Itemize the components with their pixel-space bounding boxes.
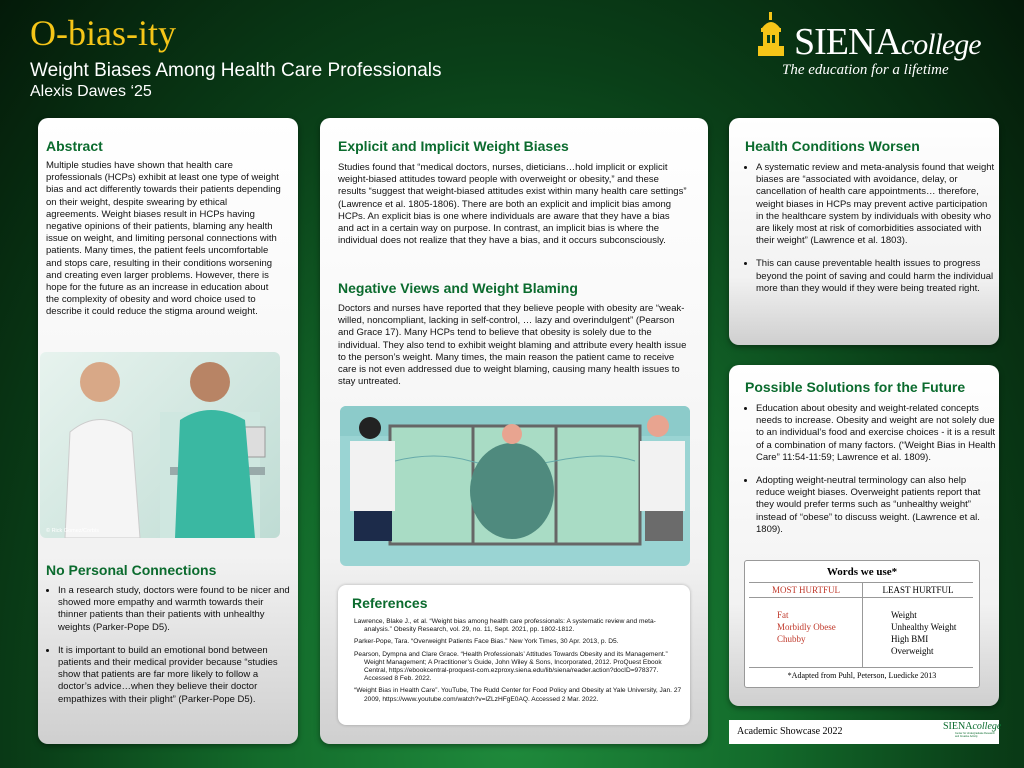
logo-tagline: The education for a lifetime — [782, 62, 949, 78]
negative-body: Doctors and nurses have reported that they believe people with obesity are “weak-willed, noncompliant, lacking in self-control, … lazy and overindulgent” (Pearson and Grace 17). Many HCPs tend to believe that obesity is solely due to the individual. They also tend to exhibit weight blaming and attribute every health issue to the person’s weight. Many times, the main reason the patient came to receive care is not even addressed due to weight blaming, causing many health issues to stay untreated. — [338, 303, 687, 388]
footer-logo-sub: Center for Undergraduate Research and Creative Activity — [955, 732, 995, 738]
words-table — [744, 560, 980, 688]
list-item: • Education about obesity and weight-related concepts needs to increase. Obesity and weight are not solely due to an individual’s food and exercise choices - it is a result of a combination of many factors. (“Weight Bias in Health Care” 11:54-11:59; Lawrence et al. 1809). — [756, 403, 996, 464]
list-item: • A systematic review and meta-analysis found that weight biases are “associated with avoidance, delay, or cancellation of health care appointments… therefore, weight biases in HCPs may prevent active participation in the healthcare system by individuals with obesity who are likely most at risk of comorbidities associated with their weight” (Lawrence et al. 1803). — [756, 162, 996, 247]
least-hurtful-header: LEAST HURTFUL — [882, 585, 954, 595]
showcase-label: Academic Showcase 2022 — [737, 726, 843, 737]
health-heading: Health Conditions Worsen — [745, 138, 920, 154]
negative-heading: Negative Views and Weight Blaming — [338, 280, 578, 296]
solutions-list — [744, 403, 996, 547]
preferred-word: Weight — [891, 610, 917, 620]
doctor-patient-photo — [40, 352, 280, 538]
most-hurtful-header: MOST HURTFUL — [771, 585, 841, 595]
abstract-body: Multiple studies have shown that health care professionals (HCPs) exhibit at least one type of weight bias and act differently towards their patients depending on their weight, despite swearing by ethical agreements. Weight biases result in HCPs having negative opinions of their patients, blaming any health issue on weight, and limiting personal connections with patients. Many times, the patient feels uncomfortable and stops care, resulting in their conditions worsening and creating even larger problems. However, there is hope for the future as an increase in education about the complexity of obesity and word choice used to describe it could reduce the stigma around weight. — [46, 160, 281, 318]
table-note: *Adapted from Puhl, Peterson, Luedicke 2013 — [787, 671, 937, 680]
siena-logo — [752, 10, 1004, 88]
reference-item: Parker-Pope, Tara. “Overweight Patients Face Bias.” New York Times, 30 Apr. 2013, p. D5. — [354, 638, 619, 646]
privacy-screen-illustration — [340, 406, 690, 566]
poster-subtitle: Weight Biases Among Health Care Professionals — [30, 60, 442, 81]
hurtful-word: Fat — [777, 610, 789, 620]
references-heading: References — [352, 595, 428, 611]
preferred-word: High BMI — [891, 634, 929, 644]
no-personal-heading: No Personal Connections — [46, 562, 217, 578]
reference-item: Pearson, Dympna and Clare Grace. “Health Professionals’ Attitudes Towards Obesity and its Management.” Weight Management; A Practitioner’s Guide, John Wiley & Sons, Incorporated, 2012. ProQuest Ebook Central, https://ebookcentral-proquest-com.ezproxy.siena.edu/lib/siena/reader.action?docID=978377. Accessed 8 Feb. 2022. — [354, 650, 668, 683]
bell-tower-icon — [756, 12, 786, 62]
list-item: • In a research study, doctors were found to be nicer and showed more empathy and warmth towards their thinner patients than their patients with unhealthy weights (Parker-Pope D5). — [58, 585, 294, 634]
explicit-body: Studies found that “medical doctors, nurses, dieticians…hold implicit or explicit weight-biased attitudes toward people with overweight or obesity,” and these results “suggest that weight-biased attitudes exist within many health care settings” (Lawrence et al. 1805-1806). There are both an explicit and implicit bias among HCPs. An explicit bias is one where individuals are aware that they have a bias and act in a certain way on purpose. In contrast, an implicit bias is where the individual does not realize that they have a bias, and it occurs subconsciously. — [338, 162, 687, 247]
solutions-heading: Possible Solutions for the Future — [745, 379, 966, 395]
footer-logo: SIENAcollege — [943, 721, 1002, 732]
photo-credit: © Rick Gomez/Corbis — [46, 528, 99, 534]
preferred-word: Overweight — [891, 646, 934, 656]
logo-wordmark: SIENAcollege — [794, 21, 981, 63]
references-box — [338, 585, 690, 725]
list-item: • It is important to build an emotional bond between patients and their medical provider because “studies show that patients are far more likely to follow a doctor’s advice…when they believe their doctor empathizes with their plight” (Parker-Pope D5). — [58, 645, 294, 706]
explicit-heading: Explicit and Implicit Weight Biases — [338, 138, 569, 154]
hurtful-word: Chubby — [777, 634, 806, 644]
list-item: • This can cause preventable health issues to progress beyond the point of saving and could harm the individual more than they would if they were being treated right. — [756, 258, 996, 295]
poster-title: O-bias-ity — [30, 13, 176, 53]
no-personal-list — [46, 585, 294, 717]
words-table-title: Words we use* — [826, 566, 898, 578]
hurtful-word: Morbidly Obese — [777, 622, 836, 632]
footer-bar — [729, 720, 1002, 744]
reference-item: “Weight Bias in Health Care”. YouTube, The Rudd Center for Food Policy and Obesity at Yale University, Jan. 27 2009, https://www.youtube.com/watch?v=lZLzHFgE0AQ. Accessed 2 Mar. 2022. — [354, 687, 682, 703]
preferred-word: Unhealthy Weight — [891, 622, 957, 632]
reference-item: Lawrence, Blake J., et al. “Weight bias among health care professionals: A systematic review and meta-analysis.” Obesity Research, vol. 29, no. 11, Sept. 2021, pp. 1802-1812. — [354, 618, 656, 634]
abstract-heading: Abstract — [46, 138, 103, 154]
poster-author: Alexis Dawes ‘25 — [30, 83, 152, 100]
health-list — [744, 162, 996, 306]
list-item: • Adopting weight-neutral terminology can also help reduce weight biases. Overweight patients report that they would prefer terms such as “unhealthy weight” instead of “obese” to discuss weight. (Lawrence et al. 1809). — [756, 475, 996, 536]
waiting-room-illustration — [340, 406, 690, 566]
doctor-patient-illustration — [40, 352, 280, 538]
